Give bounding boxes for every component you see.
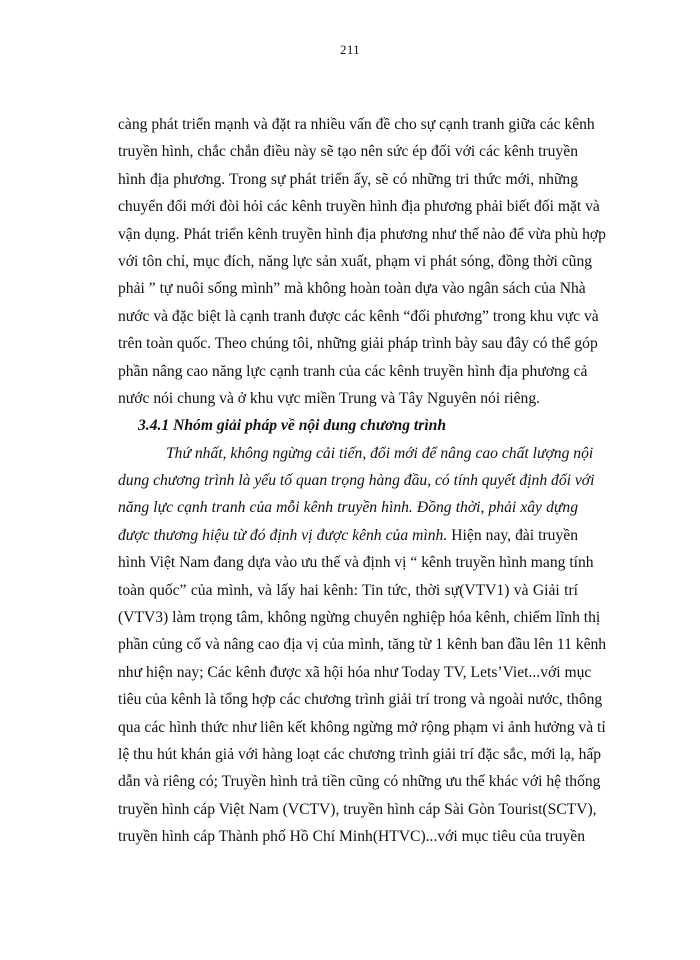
text-line: vận dụng. Phát triển kênh truyền hình địa phương như thế nào để vừa phù hợp [118, 225, 606, 243]
text-line-italic: Thứ nhất, không ngừng cải tiến, đổi mới để nâng cao chất lượng nội [166, 444, 594, 462]
text-line: lệ thu hút khán giả với hàng loạt các chương trình giải trí đặc sắc, mới lạ, hấp [118, 745, 602, 763]
text-line: phần nâng cao năng lực cạnh tranh của các kênh truyền hình địa phương cả [118, 362, 588, 380]
text-line: toàn quốc” của mình, và lấy hai kênh: Tin tức, thời sự(VTV1) và Giải trí [118, 581, 578, 599]
italic-run: được thương hiệu từ đó định vị được kênh của mình. [118, 526, 448, 544]
text-line: càng phát triển mạnh và đặt ra nhiều vấn đề cho sự cạnh tranh giữa các kênh [118, 116, 595, 133]
text-line: truyền hình cáp Việt Nam (VCTV), truyền hình cáp Sài Gòn Tourist(SCTV), [118, 800, 597, 818]
text-line: chuyển đổi mới đòi hỏi các kênh truyền hình địa phương phải biết đối mặt và [118, 198, 600, 216]
text-line: với tôn chỉ, mục đích, năng lực sản xuất, phạm vi phát sóng, đồng thời cũng [118, 252, 593, 270]
text-line: như hiện nay; Các kênh được xã hội hóa như Today TV, Lets’Viet...với mục [118, 663, 592, 681]
section-heading: 3.4.1 Nhóm giải pháp về nội dung chương trình [138, 417, 446, 435]
paragraph-intro [118, 111, 607, 851]
text-line: hình địa phương. Trong sự phát triển ấy, sẽ có những tri thức mới, những [118, 170, 578, 188]
text-line: dẫn và riêng có; Truyền hình trả tiền cũng có những ưu thế khác với hệ thống [118, 773, 601, 791]
page-number: 211 [340, 42, 360, 57]
text-line: (VTV3) làm trọng tâm, không ngừng chuyên nghiệp hóa kênh, chiếm lĩnh thị [118, 609, 601, 627]
text-line: nước nói chung và ở khu vực miền Trung và Tây Nguyên nói riêng. [118, 389, 541, 407]
text-line: phải ” tự nuôi sống mình” mà không hoàn toàn dựa vào ngân sách của Nhà [118, 280, 586, 298]
text-line: trên toàn quốc. Theo chúng tôi, những giải pháp trình bày sau đây có thể góp [118, 335, 598, 353]
normal-run: Hiện nay, đài truyền [447, 526, 578, 544]
text-line: truyền hình, chắc chắn điều này sẽ tạo nên sức ép đối với các kênh truyền [118, 143, 578, 161]
text-line-mixed [118, 522, 578, 549]
text-line: phần củng cố và nâng cao địa vị của mình, tăng từ 1 kênh ban đầu lên 11 kênh [118, 636, 607, 654]
text-line-italic: dung chương trình là yếu tố quan trọng hàng đầu, có tính quyết định đối với [118, 472, 595, 490]
text-line: nước và đặc biệt là cạnh tranh được các kênh “đối phương” trong khu vực và [118, 307, 599, 325]
text-line: tiêu của kênh là tổng hợp các chương trình giải trí trong và ngoài nước, thông [118, 691, 603, 709]
text-line: truyền hình cáp Thành phố Hồ Chí Minh(HTVC)...với mục tiêu của truyền [118, 828, 586, 846]
text-line: qua các hình thức như liên kết không ngừng mở rộng phạm vi ảnh hưởng và tỉ [118, 718, 606, 736]
text-line-italic: năng lực cạnh tranh của mỗi kênh truyền hình. Đồng thời, phải xây dựng [118, 499, 578, 517]
text-line: hình Việt Nam đang dựa vào ưu thế và định vị “ kênh truyền hình mang tính [118, 554, 594, 572]
